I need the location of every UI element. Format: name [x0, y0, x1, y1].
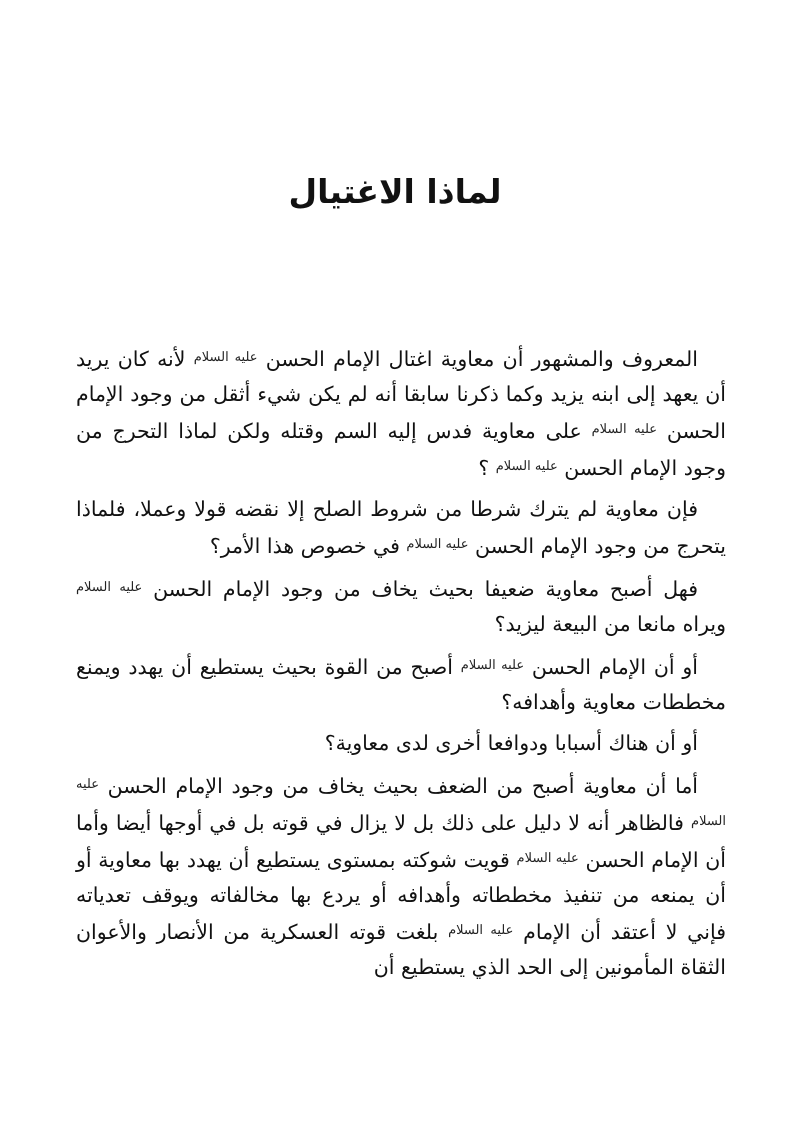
- paragraph: [76, 340, 726, 486]
- text-segment: قويت شوكته بمستوى يستطيع أن يهدد بها معاوية أو أن يمنعه من تنفيذ مخططاته وأهدافه أو يردع بها مخالفاته ويوقف تعدياته فإني لا أعتقد أن الإمام: [76, 848, 726, 944]
- text-segment: فهل أصبح معاوية ضعيفا بحيث يخاف من وجود الإمام الحسن: [142, 577, 698, 601]
- text-segment: في خصوص هذا الأمر؟: [209, 534, 407, 558]
- honorific-mark: عليه السلام: [516, 851, 579, 866]
- text-segment: ؟: [478, 456, 496, 480]
- text-segment: على معاوية فدس إليه السم وقتله ولكن لماذا التحرج من وجود الإمام الحسن: [76, 419, 726, 480]
- text-segment: فالظاهر أنه لا دليل على ذلك بل لا يزال في قوته بل في أوجها أيضا وأما أن الإمام الحسن: [76, 811, 726, 872]
- text-segment: ويراه مانعا من البيعة ليزيد؟: [494, 612, 726, 636]
- text-segment: أصبح من القوة بحيث يستطيع أن يهدد ويمنع مخططات معاوية وأهدافه؟: [76, 655, 726, 714]
- honorific-mark: عليه السلام: [76, 777, 726, 829]
- body-text: [76, 340, 726, 991]
- paragraph: [76, 492, 726, 564]
- paragraph: [76, 648, 726, 720]
- chapter-title: لماذا الاغتيال: [288, 172, 502, 211]
- text-segment: المعروف والمشهور أن معاوية اغتال الإمام الحسن: [257, 347, 698, 371]
- text-segment: أو أن الإمام الحسن: [524, 655, 699, 679]
- honorific-mark: عليه السلام: [406, 537, 469, 552]
- honorific-mark: عليه السلام: [591, 422, 658, 437]
- text-segment: أو أن هناك أسبابا ودوافعا أخرى لدى معاوية؟: [324, 731, 698, 755]
- paragraph: [76, 726, 726, 761]
- honorific-mark: عليه السلام: [495, 459, 558, 474]
- text-segment: أما أن معاوية أصبح من الضعف بحيث يخاف من وجود الإمام الحسن: [98, 774, 698, 798]
- text-segment: فإن معاوية لم يترك شرطا من شروط الصلح إلا نقضه قولا وعملا، فلماذا يتحرج من وجود الإمام الحسن: [76, 497, 726, 558]
- paragraph: [76, 570, 726, 642]
- paragraph: [76, 767, 726, 985]
- honorific-mark: عليه السلام: [193, 350, 258, 365]
- honorific-mark: عليه السلام: [448, 923, 514, 938]
- honorific-mark: عليه السلام: [76, 580, 143, 595]
- text-segment: لأنه كان يريد أن يعهد إلى ابنه يزيد وكما ذكرنا سابقا أنه لم يكن شيء أثقل من وجود الإمام الحسن: [76, 347, 726, 443]
- honorific-mark: عليه السلام: [460, 658, 525, 673]
- text-segment: بلغت قوته العسكرية من الأنصار والأعوان الثقاة المأمونين إلى الحد الذي يستطيع أن: [76, 920, 726, 979]
